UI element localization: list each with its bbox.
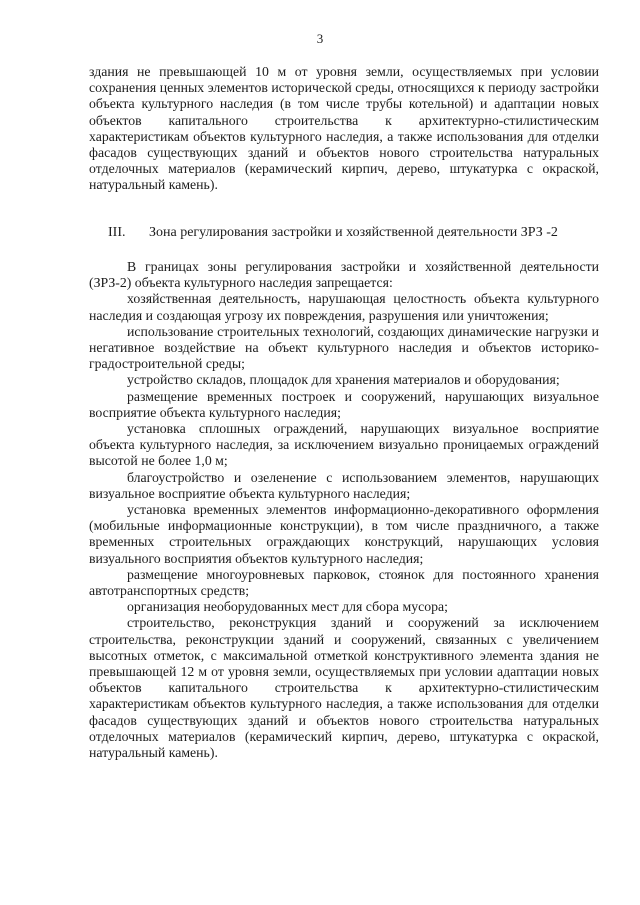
- list-item: организация необорудованных мест для сбора мусора;: [127, 599, 448, 615]
- list-item: установка временных элементов информационно-декоративного оформления (мобильные информационные конструкции), в том числе праздничного, а также временных строительных ограждающих конструкций, нарушающих условия визуального восприятия объектов культурного наследия;: [89, 502, 599, 566]
- list-item: размещение многоуровневых парковок, стоянок для постоянного хранения автотранспортных средств;: [89, 566, 599, 599]
- section-number: III.: [108, 225, 126, 240]
- page-number: 3: [316, 31, 324, 46]
- list-item: строительство, реконструкция зданий и сооружений за исключением строительства, реконструкции зданий и сооружений, связанных с увеличением высотных отметок, с максимальной отметкой конструктивного элемента здания не превышающей 12 м от уровня земли, осуществляемых при условии адаптации новых объектов капитального строительства к архитектурно-стилистическим характеристикам объектов культурного наследия, а также использования для отделки фасадов существующих зданий и объектов нового строительства натуральных отделочных материалов (керамический кирпич, дерево, штукатурка с окраской, натуральный камень).: [89, 615, 599, 761]
- list-item: устройство складов, площадок для хранения материалов и оборудования;: [127, 372, 560, 388]
- list-item: установка сплошных ограждений, нарушающих визуальное восприятие объекта культурного наследия, за исключением визуально проницаемых ограждений высотой не более 1,0 м;: [89, 421, 599, 469]
- list-item: хозяйственная деятельность, нарушающая целостность объекта культурного наследия и создающая угрозу их повреждения, разрушения или уничтожения;: [89, 291, 599, 323]
- list-item: размещение временных построек и сооружений, нарушающих визуальное восприятие объекта культурного наследия;: [89, 388, 599, 420]
- section-title: Зона регулирования застройки и хозяйственной деятельности ЗРЗ -2: [149, 225, 558, 240]
- list-item: использование строительных технологий, создающих динамические нагрузки и негативное воздействие на объект культурного наследия и объектов историко-градостроительной среды;: [89, 323, 599, 372]
- list-item: благоустройство и озеленение с использованием элементов, нарушающих визуальное восприятие объекта культурного наследия;: [89, 469, 599, 501]
- section-body: [89, 259, 599, 761]
- intro-text: здания не превышающей 10 м от уровня земли, осуществляемых при условии сохранения ценных элементов исторической среды, относящихся к периоду застройки объекта культурного наследия (в том числе трубы котельной) и адаптации новых объектов капитального строительства к архитектурно-стилистическим характеристикам объектов культурного наследия, а также использования для отделки фасадов существующих зданий и объектов нового строительства натуральных отделочных материалов (керамический кирпич, дерево, штукатурка с окраской, натуральный камень).: [89, 64, 599, 193]
- lead-paragraph: В границах зоны регулирования застройки и хозяйственной деятельности (ЗРЗ-2) объекта культурного наследия запрещается:: [89, 259, 599, 291]
- intro-paragraph: [89, 64, 599, 194]
- section-heading: [108, 224, 608, 241]
